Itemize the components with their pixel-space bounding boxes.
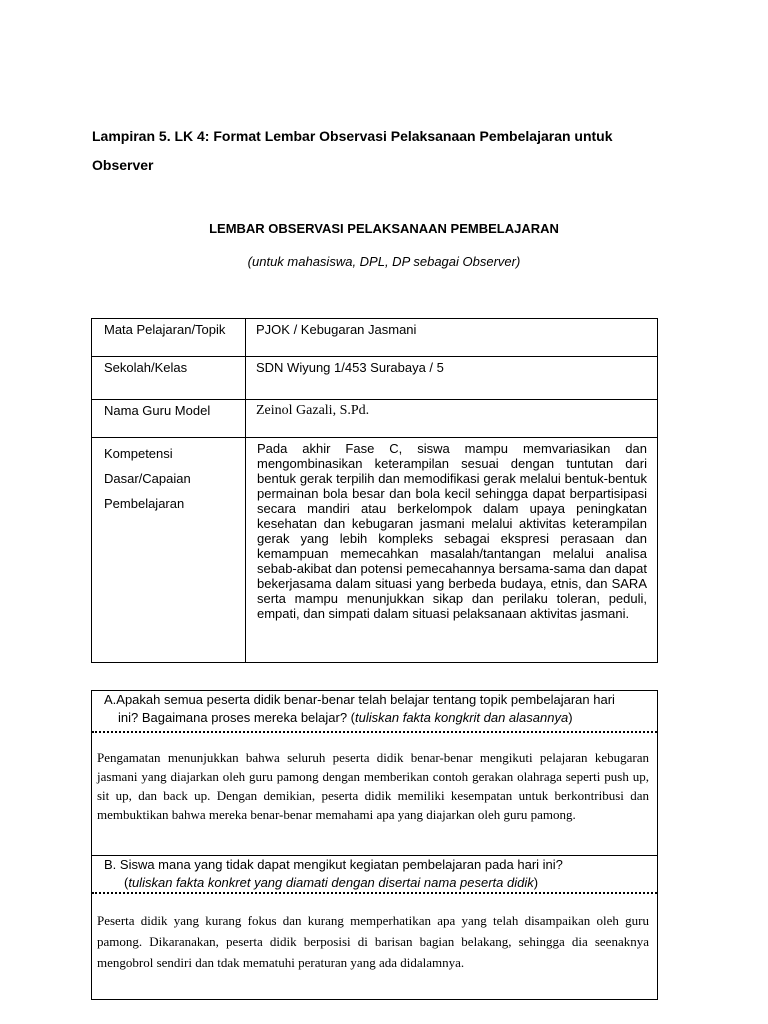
kompetensi-label-line-1: Kompetensi — [104, 446, 173, 461]
question-a-hint: tuliskan fakta kongkrit dan alasannya — [355, 710, 569, 725]
question-b-open: ( — [124, 875, 129, 890]
info-label: Sekolah/Kelas — [104, 360, 188, 375]
question-b-line-2 — [92, 874, 657, 892]
question-a-line-1: A.Apakah semua peserta didik benar-benar telah belajar tentang topik pembelajaran hari — [104, 692, 615, 707]
question-a-text: ini? Bagaimana proses mereka belajar? ( — [118, 710, 356, 725]
info-value: PJOK / Kebugaran Jasmani — [256, 322, 417, 337]
sheet-subtitle: (untuk mahasiswa, DPL, DP sebagai Observer) — [247, 254, 521, 269]
info-row-sekolah-kelas — [92, 357, 658, 400]
question-a-close: ) — [568, 710, 573, 725]
sheet-title: LEMBAR OBSERVASI PELAKSANAAN PEMBELAJARAN — [209, 221, 559, 236]
kompetensi-value: Pada akhir Fase C, siswa mampu memvariasikan dan mengombinasikan keterampilan sesuai dengan tuntutan dari bentuk gerak terpilih dan memodifikasi gerak melalui bentuk-bentuk permainan bola besar dan bola kecil sehingga dapat berpartisipasi secara mandiri atau berkelompok dalam upaya peningkatan kesehatan dan kebugaran jasmani melalui aktivitas keterampilan gerak yang lebih kompleks sebagai ekspresi perasaan dan kemampuan memecahkan masalah/tantangan melalui analisa sebab-akibat dan potensi pemecahannya bersama-sama dan dapat bekerjasama dalam situasi yang berbeda budaya, etnis, dan SARA serta mampu menunjukkan sikap dan perilaku toleran, peduli, empati, dan simpati dalam situasi pelaksanaan aktivitas jasmani. — [257, 441, 647, 621]
info-value: SDN Wiyung 1/453 Surabaya / 5 — [256, 360, 444, 375]
kompetensi-label-line-2: Dasar/Capaian — [104, 471, 191, 486]
question-b-box — [91, 855, 658, 1000]
question-a — [92, 691, 657, 733]
heading-line-2: Observer — [92, 157, 154, 173]
question-b-hint: tuliskan fakta konkret yang diamati dengan disertai nama peserta didik — [128, 875, 534, 890]
question-b-close: ) — [533, 875, 539, 890]
info-row-kompetensi — [92, 438, 658, 663]
info-row-mata-pelajaran — [92, 319, 658, 357]
info-value: Zeinol Gazali, S.Pd. — [256, 403, 370, 418]
answer-b: Peserta didik yang kurang fokus dan kurang memperhatikan apa yang telah disampaikan oleh guru pamong. Dikaranakan, peserta didik berposisi di barisan bagian belakang, sehingga dia seenaknya mengobrol sendiri dan tdak mematuhi peraturan yang ada didalamnya. — [97, 913, 649, 970]
info-row-nama-guru — [92, 400, 658, 438]
info-table — [91, 318, 658, 663]
info-label: Nama Guru Model — [104, 403, 211, 418]
question-a-line-2 — [92, 709, 657, 727]
question-b-line-1: B. Siswa mana yang tidak dapat mengikut kegiatan pembelajaran pada hari ini? — [104, 857, 563, 872]
info-label: Mata Pelajaran/Topik — [104, 322, 226, 337]
document-heading — [92, 122, 692, 180]
answer-a: Pengamatan menunjukkan bahwa seluruh peserta didik benar-benar mengikuti pelajaran kebugaran jasmani yang diajarkan oleh guru pamong dengan memberikan contoh gerakan olahraga seperti push up, sit up, dan back up. Dengan demikian, peserta didik memiliki kesempatan untuk berkontribusi dan membuktikan bahwa mereka benar-benar memahami apa yang diajarkan oleh guru pamong. — [97, 750, 649, 822]
kompetensi-label-line-3: Pembelajaran — [104, 496, 185, 511]
info-label — [92, 438, 245, 516]
heading-line-1: Lampiran 5. LK 4: Format Lembar Observasi Pelaksanaan Pembelajaran untuk — [92, 128, 613, 144]
question-b — [92, 856, 657, 894]
question-a-box — [91, 690, 658, 857]
